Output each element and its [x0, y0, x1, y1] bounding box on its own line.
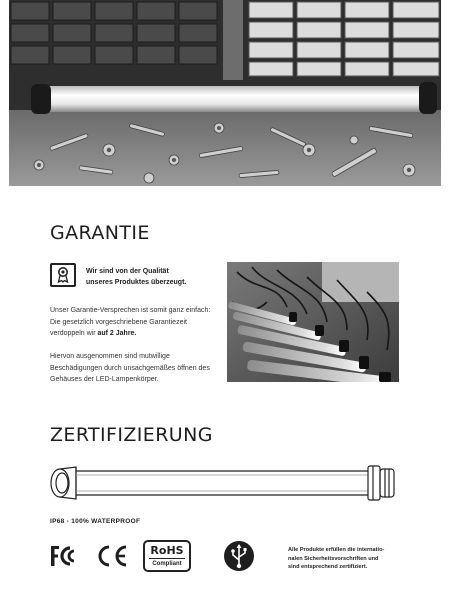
certification-note-line-1: Alle Produkte erfüllen die internatio- [288, 547, 385, 553]
guarantee-paragraph-1-text: Unser Garantie-Versprechen ist somit ganz einfach: Die gesetzlich vorgeschriebene Garantiezeit verdoppeln wir [50, 307, 211, 337]
lamp-tube-drawing [46, 458, 398, 508]
usb-icon [223, 540, 255, 572]
quality-statement [86, 266, 226, 288]
workshop-photo [9, 0, 441, 186]
quality-line-2: unseres Produktes überzeugt. [86, 279, 187, 286]
fcc-logo [49, 543, 79, 569]
ce-logo [95, 544, 129, 568]
quality-line-1: Wir sind von der Qualität [86, 268, 169, 275]
guarantee-heading: GARANTIE [50, 222, 150, 244]
certification-note [288, 546, 413, 572]
certification-note-line-3: sind entsprechend zertifiziert. [288, 564, 368, 570]
quality-seal-icon [50, 263, 76, 287]
guarantee-paragraph-2: Hiervon ausgenommen sind mutwillige Beschädigungen durch unsachgemäßes öffnen des Gehäuses der LED-Lampenkörper. [50, 353, 210, 383]
certification-heading: ZERTIFIZIERUNG [50, 424, 213, 446]
guarantee-paragraph-1 [50, 305, 220, 340]
rohs-logo [143, 540, 191, 572]
ip-rating-label: IP68 - 100% WATERPROOF [50, 518, 141, 525]
guarantee-period: auf 2 Jahre. [97, 330, 137, 337]
rohs-subtitle: Compliant [149, 558, 185, 568]
led-test-photo [227, 262, 399, 382]
certification-note-line-2: nalen Sicherheitsvorschriften und [288, 555, 379, 562]
rohs-title: RoHS [150, 544, 184, 557]
